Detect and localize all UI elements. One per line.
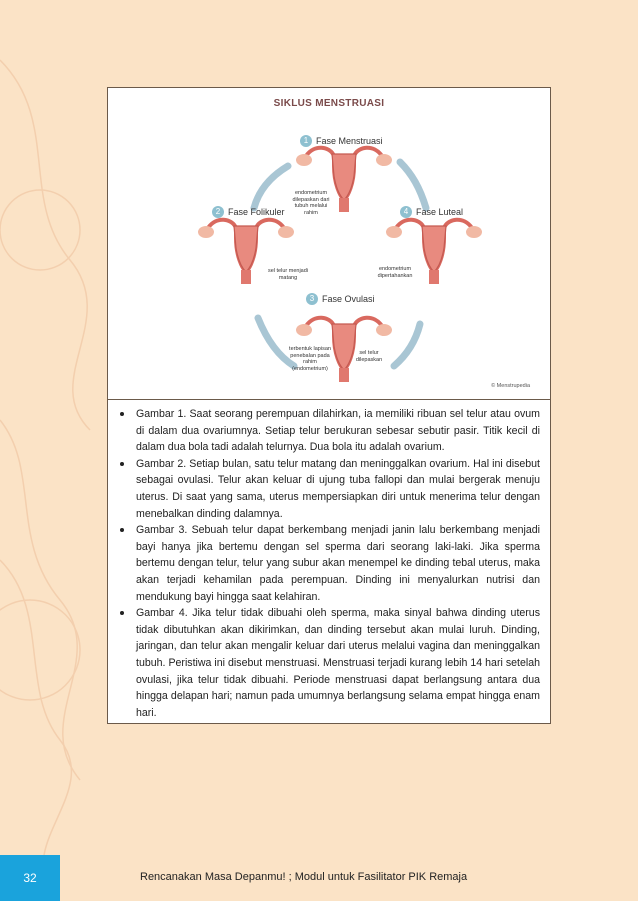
bullet-gambar-3: Gambar 3. Sebuah telur dapat berkembang menjadi janin lalu berkembang menjadi bayi hanya jika bertemu dengan sel sperma dari seorang laki-laki. Jika sperma bertemu dengan telur, telur yang subur akan menempel ke dinding tebal uterus, maka akan terjadi kehamilan pada perempuan. Dinding ini menyalurkan nutrisi dan mendukung bayi hingga saat kelahiran. bbox=[118, 522, 540, 605]
footer-title: Rencanakan Masa Depanmu! ; Modul untuk Fasilitator PIK Remaja bbox=[140, 871, 468, 883]
phase-menstruasi: 1 Fase Menstruasi bbox=[300, 135, 383, 147]
arrow-4-1 bbox=[400, 162, 426, 208]
figure-title: SIKLUS MENSTRUASI bbox=[273, 98, 385, 109]
explanation-text bbox=[118, 406, 540, 721]
annotation-luteal: endometrium dipertahankan bbox=[377, 266, 413, 279]
annotation-menstruasi: endometrium dilepaskan dari tubuh melalui rahim bbox=[292, 190, 330, 216]
annotation-folikuler: sel telur menjadi matang bbox=[267, 268, 309, 281]
phase-ovulasi: 3 Fase Ovulasi bbox=[306, 293, 375, 305]
figure-credit: © Menstrupedia bbox=[491, 383, 530, 389]
bullet-list bbox=[118, 406, 540, 721]
bullet-gambar-4: Gambar 4. Jika telur tidak dibuahi oleh sperma, maka sinyal bahwa dinding uterus tidak dibutuhkan akan dikirimkan, dan dinding tersebut akan mulai luruh. Dinding, jaringan, dan telur akan mengalir keluar dari uterus melalui vagina dan meninggalkan tubuh. Peristiwa ini disebut menstruasi. Menstruasi terjadi kurang lebih 14 hari setelah ovulasi, jika telur tidak dibuahi. Periode menstruasi dapat berlangsung antara dua hingga delapan hari; namun pada umumnya berlangsung selama empat hingga enam hari. bbox=[118, 605, 540, 721]
menstrual-cycle-figure bbox=[108, 88, 550, 400]
arrow-1-2 bbox=[254, 166, 288, 208]
phase-folikuler: 2 Fase Folikuler bbox=[212, 206, 285, 218]
content-box bbox=[107, 87, 551, 724]
bullet-gambar-1: Gambar 1. Saat seorang perempuan dilahirkan, ia memiliki ribuan sel telur atau ovum di dalam dua ovariumnya. Setiap telur berukuran sebesar sebutir pasir. Titik kecil di dalam dua bola tadi adalah telurnya. Dua bola itu adalah ovarium. bbox=[118, 406, 540, 456]
page-number: 32 bbox=[0, 855, 60, 901]
annotation-ovulasi-left: terbentuk lapisan penebalan pada rahim (endometrium) bbox=[289, 346, 331, 372]
phase-luteal: 4 Fase Luteal bbox=[400, 206, 463, 218]
annotation-ovulasi-right: sel telur dilepaskan bbox=[355, 350, 383, 363]
arrow-3-4 bbox=[394, 324, 420, 366]
bullet-gambar-2: Gambar 2. Setiap bulan, satu telur matang dan meninggalkan ovarium. Hal ini disebut sebagai ovulasi. Telur akan keluar di ujung tuba fallopi dan mulai bergerak menuju uterus. Di saat yang sama, uterus mempersiapkan diri untuk menerima telur dengan menebalkan dinding dalamnya. bbox=[118, 456, 540, 522]
